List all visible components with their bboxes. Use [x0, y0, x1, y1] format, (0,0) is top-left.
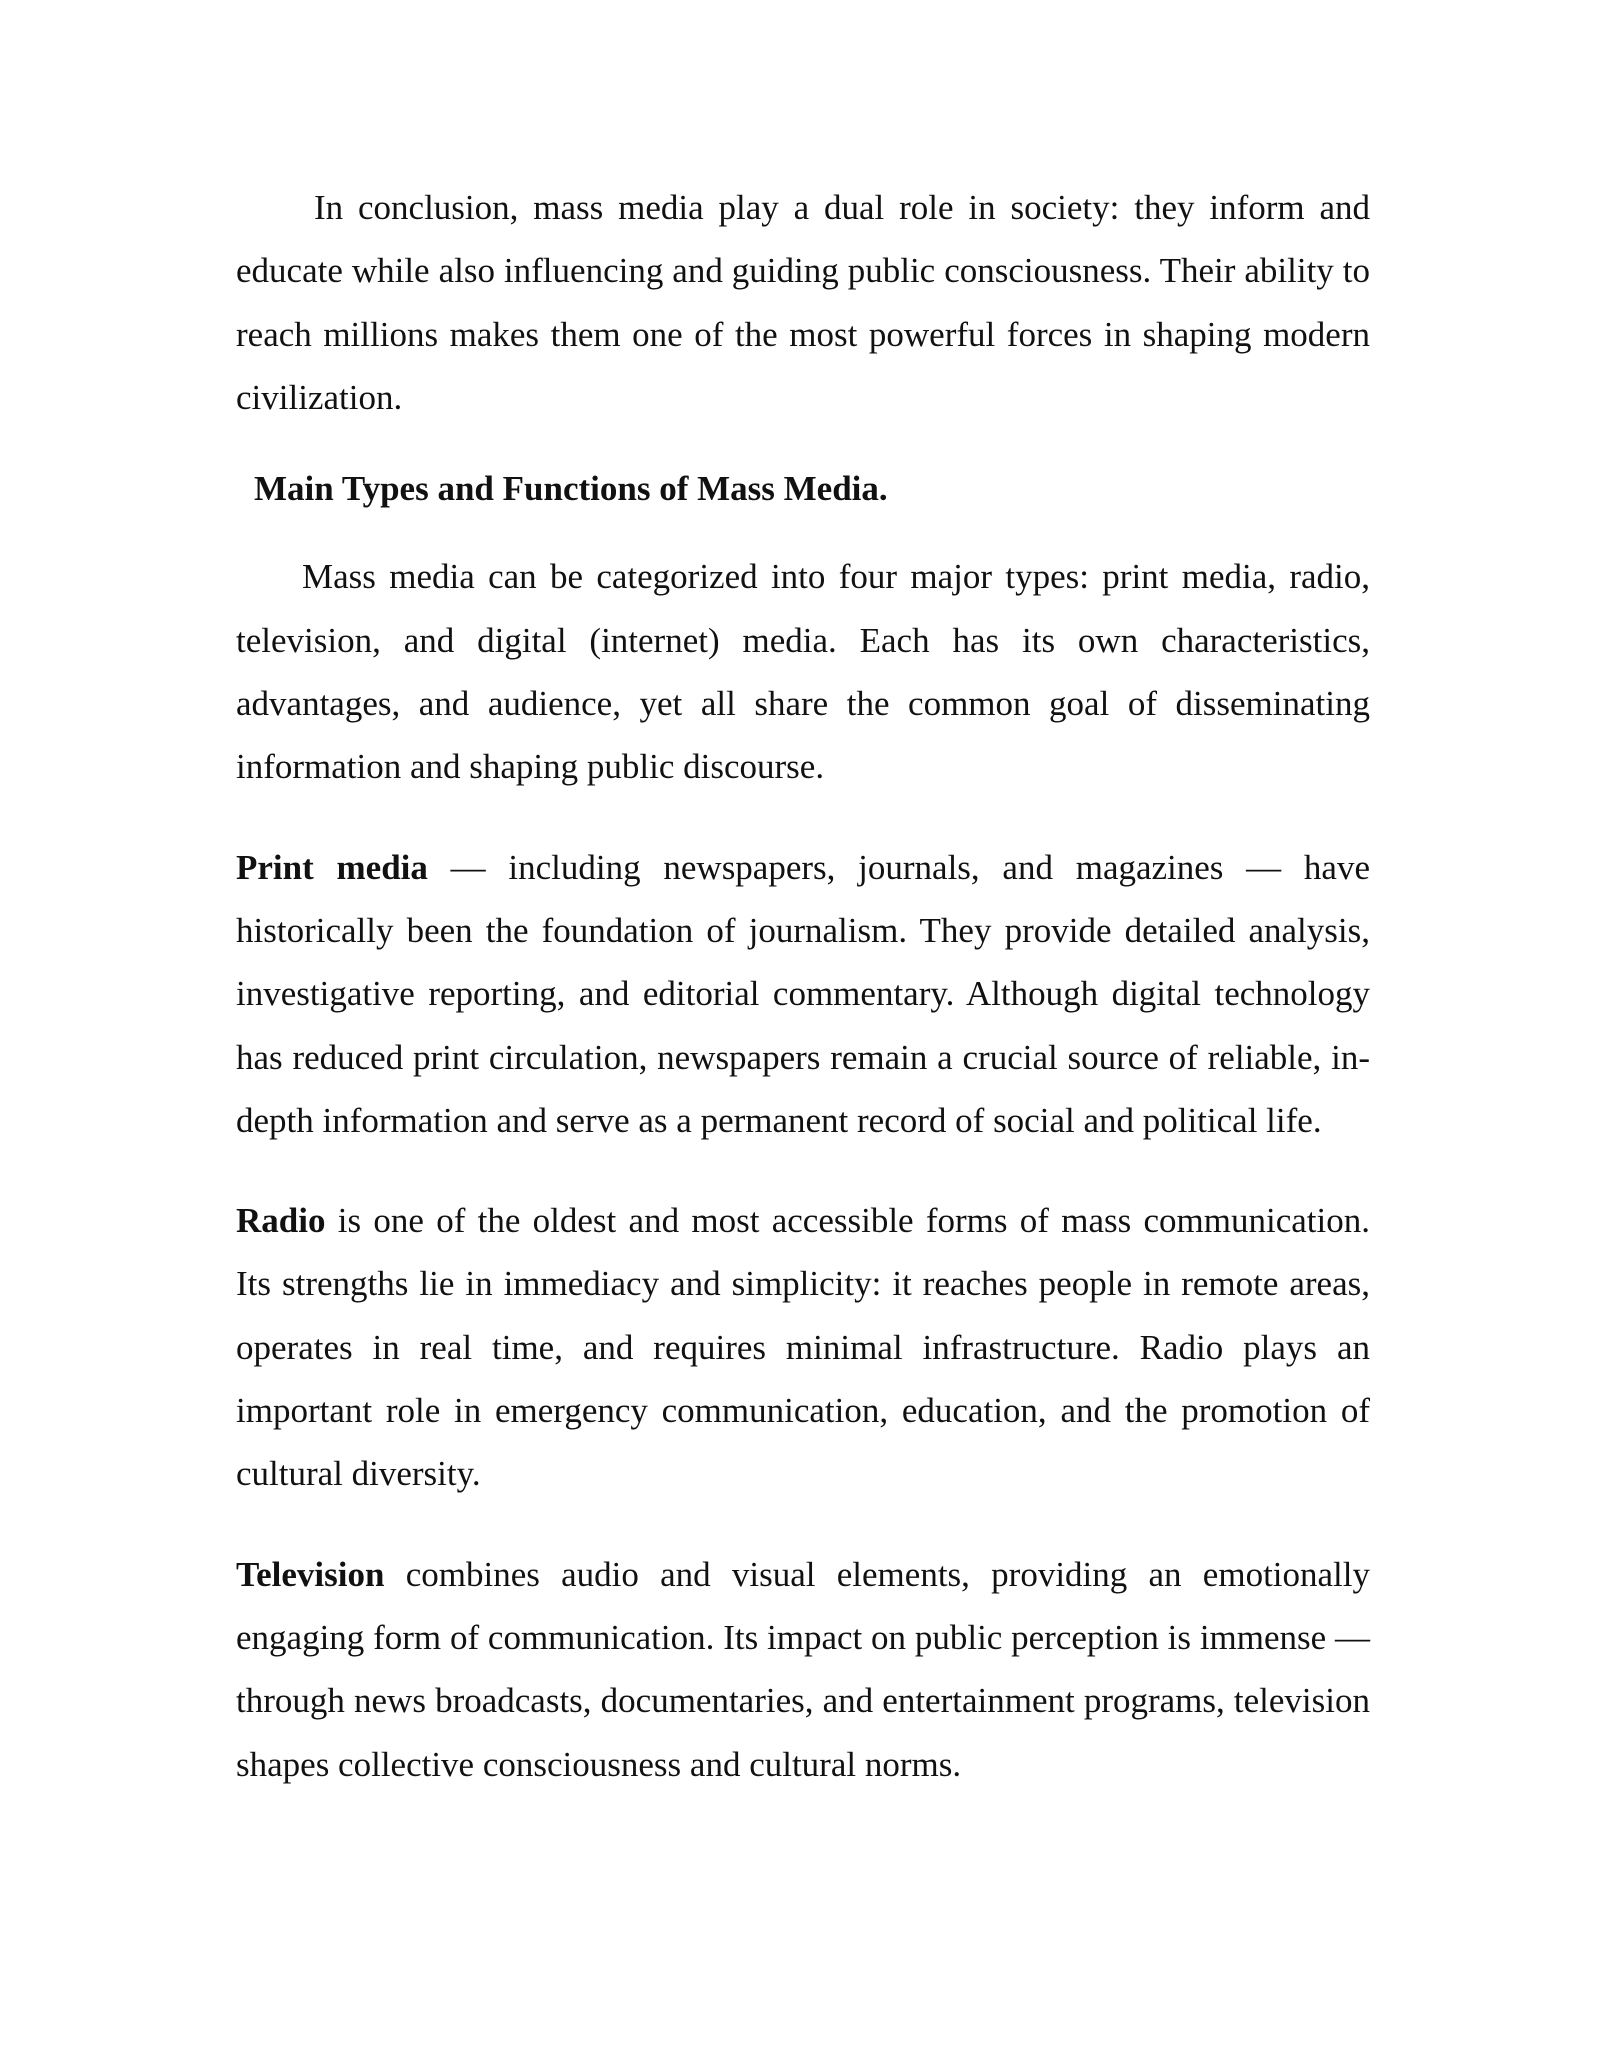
- print-media-paragraph: [236, 836, 1370, 1152]
- print-media-text: — including newspapers, journals, and magazines — have historically been the foundation of journalism. They provide detailed analysis, investigative reporting, and editorial commentary. Although digital technology has reduced print circulation, newspapers remain a crucial source of reliable, in-depth information and serve as a permanent record of social and political life.: [236, 847, 1371, 1140]
- media-types-paragraph: Mass media can be categorized into four major types: print media, radio, television, and digital (internet) media. Each has its own characteristics, advantages, and audience, yet all share the common goal of disseminating information and shaping public discourse.: [236, 557, 1370, 787]
- television-text: combines audio and visual elements, providing an emotionally engaging form of communication. Its impact on public perception is immense — through news broadcasts, documentaries, and entertainment programs, television shapes collective consciousness and cultural norms.: [236, 1554, 1370, 1784]
- radio-paragraph: [236, 1189, 1370, 1505]
- section-heading: Main Types and Functions of Mass Media.: [254, 469, 888, 509]
- television-term: Television: [236, 1554, 385, 1594]
- radio-term: Radio: [236, 1201, 326, 1241]
- conclusion-paragraph: In conclusion, mass media play a dual role in society: they inform and educate while also influencing and guiding public consciousness. Their ability to reach millions makes them one of the most powerful forces in shaping modern civilization.: [236, 188, 1370, 417]
- television-paragraph: [236, 1543, 1370, 1796]
- document-body: [236, 176, 1370, 1796]
- print-media-term: Print media: [236, 847, 428, 887]
- radio-text: is one of the oldest and most accessible forms of mass communication. Its strengths lie in immediacy and simplicity: it reaches people in remote areas, operates in real time, and requires minimal infrastructure. Radio plays an important role in emergency communication, education, and the promotion of cultural diversity.: [236, 1201, 1370, 1494]
